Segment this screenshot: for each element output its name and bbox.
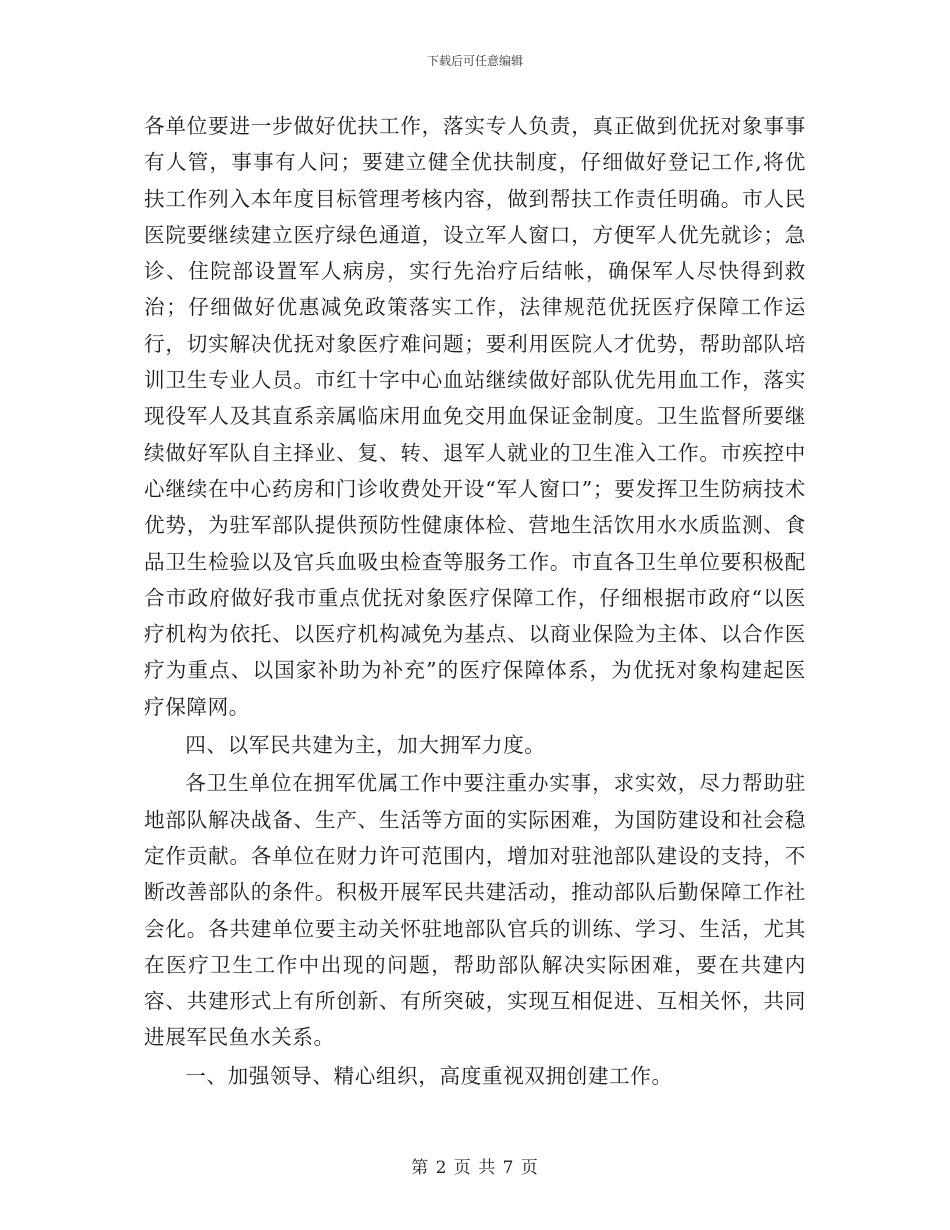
section-heading-one: 一、加强领导、精心组织，高度重视双拥创建工作。: [185, 1063, 673, 1088]
section-heading-four: 四、以军民共建为主，加大拥军力度。: [185, 733, 546, 758]
paragraph-military-civilian: 各卫生单位在拥军优属工作中要注重办实事，求实效，尽力帮助驻地部队解决战备、生产、生活等方面的实际困难，为国防建设和社会稳定作贡献。各单位在财力许可范围内，增加对驻池部队建设的支持，不断改善部队的条件。积极开展军民共建活动，推动部队后勤保障工作社会化。各共建单位要主动关怀驻地部队官兵的训练、学习、生活，尤其在医疗卫生工作中出现的问题，帮助部队解决实际困难，要在共建内容、共建形式上有所创新、有所突破，实现互相促进、互相关怀，共同进展军民鱼水关系。: [144, 771, 806, 1050]
page-header: 下载后可任意编辑: [426, 54, 523, 68]
page-number: 第 2 页 共 7 页: [411, 1158, 539, 1178]
paragraph-preferential-care: 各单位要进一步做好优扶工作，落实专人负责，真正做到优抚对象事事有人管，事事有人问；要建立健全优扶制度，仔细做好登记工作,将优扶工作列入本年度目标管理考核内容，做到帮扶工作责任明确。市人民医院要继续建立医疗绿色通道，设立军人窗口，方便军人优先就诊；急诊、住院部设置军人病房，实行先治疗后结帐，确保军人尽快得到救治；仔细做好优惠减免政策落实工作，法律规范优抚医疗保障工作运行，切实解决优抚对象医疗难问题；要利用医院人才优势，帮助部队培训卫生专业人员。市红十字中心血站继续做好部队优先用血工作，落实现役军人及其直系亲属临床用血免交用血保证金制度。卫生监督所要继续做好军队自主择业、复、转、退军人就业的卫生准入工作。市疾控中心继续在中心药房和门诊收费处开设“军人窗口”；要发挥卫生防病技术优势，为驻军部队提供预防性健康体检、营地生活饮用水水质监测、食品卫生检验以及官兵血吸虫检查等服务工作。市直各卫生单位要积极配合市政府做好我市重点优抚对象医疗保障工作，仔细根据市政府“以医疗机构为依托、以医疗机构减免为基点、以商业保险为主体、以合作医疗为重点、以国家补助为补充”的医疗保障体系，为优抚对象构建起医疗保障网。: [144, 114, 806, 719]
document-body: [144, 108, 806, 1096]
